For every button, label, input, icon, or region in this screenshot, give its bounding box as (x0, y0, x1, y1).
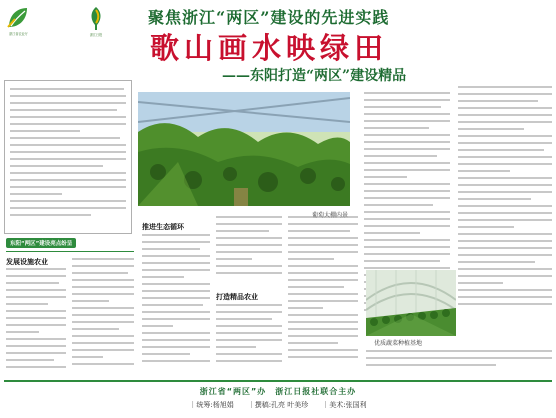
newspaper-logo (84, 4, 108, 38)
logo-caption: 浙江日报 (89, 33, 103, 37)
section-progress: 推进生态循环 (142, 223, 184, 231)
agriculture-logo (5, 5, 31, 37)
intro-badge: 东阳“两区”建设亮点纷呈 (6, 238, 76, 248)
kicker-title: 聚焦浙江“两区”建设的先进实践 (148, 8, 390, 27)
column-1-text (6, 268, 66, 376)
column-bottom-right-text (366, 350, 552, 378)
column-6-text (458, 86, 552, 322)
intro-text (10, 88, 126, 228)
column-4a-text (216, 216, 282, 288)
column-5b-text (288, 216, 358, 376)
logo-caption: 浙江省农业厅 (8, 32, 28, 36)
footer-rule (4, 380, 552, 382)
section-farmland: 打造精品农业 (216, 293, 258, 301)
newspaper-logo-icon (84, 4, 108, 32)
footer-title: 浙江省“两区”办 浙江日报社联合主办 (199, 387, 357, 396)
bottom-photo-caption: 优质蔬菜种植基地 (374, 340, 423, 347)
section-rule (6, 251, 134, 252)
page-subhead: ——东阳打造“两区”建设精品 (222, 68, 407, 84)
page-headline: 歌山画水映绿田 (150, 31, 389, 65)
footer-credits: ｜统筹:杨旭娟 ｜撰稿:孔亮 叶美珍 ｜美术:张国利 (189, 401, 367, 409)
column-2-text (72, 258, 134, 376)
column-4b-text (216, 304, 282, 376)
leaf-logo-icon (5, 5, 31, 31)
column-3-text (142, 234, 210, 376)
section-development: 发展设施农业 (6, 258, 48, 266)
vineyard-photo (138, 92, 350, 206)
greenhouse-photo (366, 270, 456, 336)
